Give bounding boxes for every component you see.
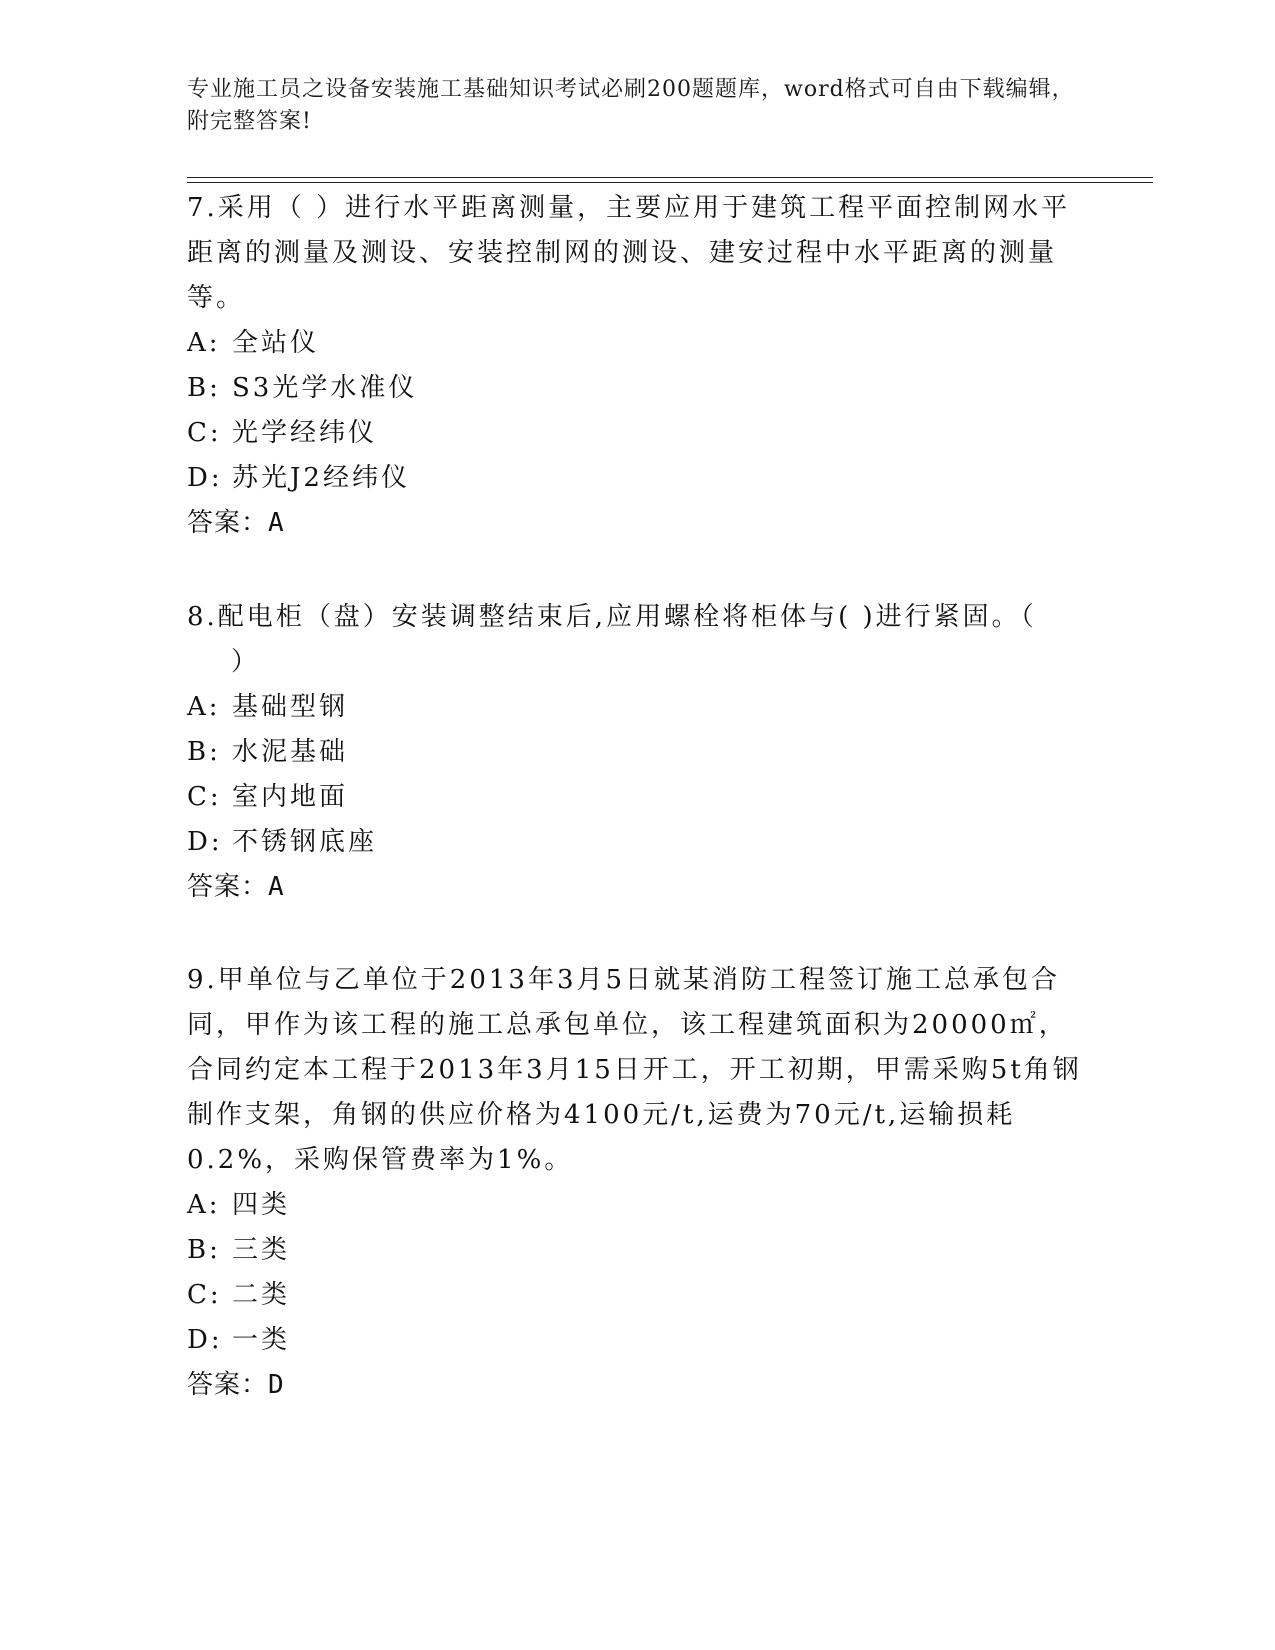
option-text: 全站仪 [232,328,320,358]
option-text: 四类 [232,1190,291,1220]
answer-line [187,1363,1087,1408]
question-9 [187,958,1087,1408]
option-text: 三类 [232,1235,291,1265]
option-label: D: [187,827,223,857]
option-label: C: [187,418,222,448]
option-text: S3光学水准仪 [232,373,418,403]
header-divider-bottom [187,182,1153,183]
option-a [187,321,1087,366]
question-stem-continued: ） [231,647,261,677]
option-a [187,1183,1087,1228]
option-label: A: [187,328,221,358]
answer-value: A [268,872,285,902]
option-c [187,1273,1087,1318]
answer-value: D [268,1370,285,1400]
option-text: 室内地面 [232,782,349,812]
option-b [187,366,1087,411]
option-c [187,775,1087,820]
question-7 [187,186,1087,546]
answer-line [187,865,1087,910]
option-label: D: [187,463,223,493]
option-text: 光学经纬仪 [232,418,378,448]
question-stem: 8.配电柜（盘）安装调整结束后,应用螺栓将柜体与( )进行紧固。（ [187,602,1037,632]
answer-label: 答案： [187,508,269,538]
option-label: A: [187,1190,221,1220]
option-b [187,1228,1087,1273]
option-label: B: [187,1235,221,1265]
option-label: D: [187,1325,223,1355]
header-divider-top [187,177,1153,178]
option-b [187,730,1087,775]
option-label: B: [187,373,221,403]
option-label: A: [187,692,221,722]
option-label: C: [187,1280,222,1310]
option-label: C: [187,782,222,812]
answer-label: 答案： [187,1370,269,1400]
document-title: 专业施工员之设备安装施工基础知识考试必刷200题题库，word格式可自由下载编辑，附完整答案! [187,77,1075,134]
answer-label: 答案： [187,872,269,902]
question-stem: 9.甲单位与乙单位于2013年3月5日就某消防工程签订施工总承包合同，甲作为该工程的施工总承包单位，该工程建筑面积为20000㎡，合同约定本工程于2013年3月15日开工，开工初期，甲需采购5t角钢制作支架，角钢的供应价格为4100元/t,运费为70元/t,运输损耗0.2%，采购保管费率为1%。 [187,965,1082,1175]
option-text: 苏光J2经纬仪 [232,463,410,493]
option-text: 基础型钢 [232,692,349,722]
option-c [187,411,1087,456]
answer-value: A [268,508,285,538]
option-text: 不锈钢底座 [232,827,378,857]
option-d [187,1318,1087,1363]
question-stem: 7.采用（ ）进行水平距离测量，主要应用于建筑工程平面控制网水平距离的测量及测设、安装控制网的测设、建安过程中水平距离的测量等。 [187,193,1071,313]
question-8 [187,595,1087,910]
option-text: 二类 [232,1280,291,1310]
option-text: 水泥基础 [232,737,349,767]
option-label: B: [187,737,221,767]
option-a [187,685,1087,730]
answer-line [187,501,1087,546]
option-text: 一类 [232,1325,291,1355]
option-d [187,456,1087,501]
option-d [187,820,1087,865]
